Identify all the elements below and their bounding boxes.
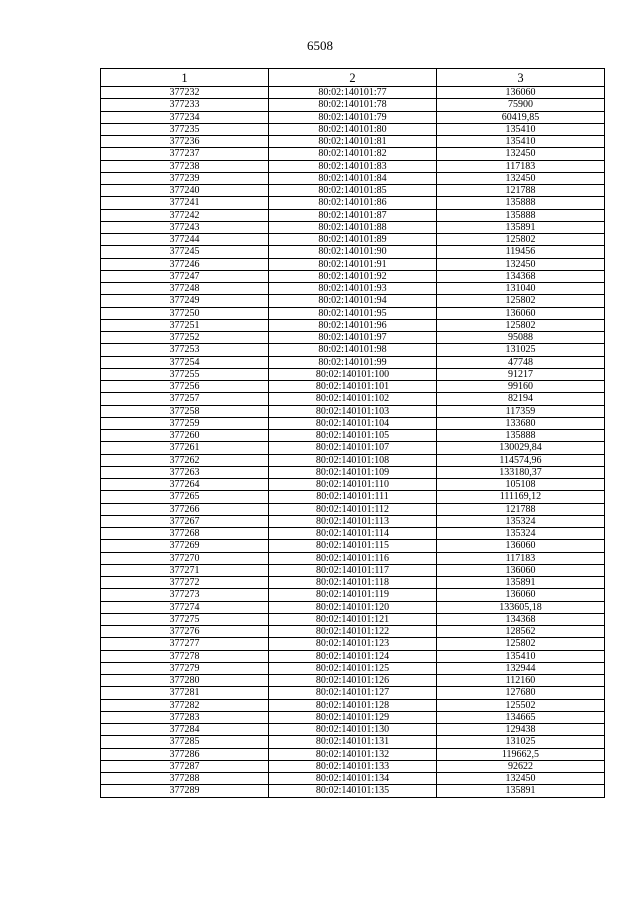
value-cell: 136060 <box>437 589 605 601</box>
table-row <box>101 650 605 662</box>
row-number-cell: 377267 <box>101 515 269 527</box>
value-cell: 121788 <box>437 503 605 515</box>
table-row <box>101 724 605 736</box>
value-cell: 75900 <box>437 99 605 111</box>
row-number-cell: 377264 <box>101 479 269 491</box>
table-row <box>101 270 605 282</box>
row-number-cell: 377262 <box>101 454 269 466</box>
value-cell: 133680 <box>437 417 605 429</box>
cadastral-number-cell: 80:02:140101:114 <box>269 528 437 540</box>
cadastral-number-cell: 80:02:140101:94 <box>269 295 437 307</box>
cadastral-number-cell: 80:02:140101:88 <box>269 221 437 233</box>
value-cell: 134368 <box>437 613 605 625</box>
value-cell: 136060 <box>437 307 605 319</box>
cadastral-number-cell: 80:02:140101:81 <box>269 136 437 148</box>
table-row <box>101 736 605 748</box>
value-cell: 114574,96 <box>437 454 605 466</box>
cadastral-number-cell: 80:02:140101:109 <box>269 466 437 478</box>
value-cell: 117183 <box>437 160 605 172</box>
row-number-cell: 377278 <box>101 650 269 662</box>
cadastral-number-cell: 80:02:140101:105 <box>269 430 437 442</box>
row-number-cell: 377261 <box>101 442 269 454</box>
cadastral-number-cell: 80:02:140101:101 <box>269 381 437 393</box>
value-cell: 119662,5 <box>437 748 605 760</box>
row-number-cell: 377245 <box>101 246 269 258</box>
value-cell: 129438 <box>437 724 605 736</box>
cadastral-number-cell: 80:02:140101:110 <box>269 479 437 491</box>
table-row <box>101 540 605 552</box>
value-cell: 132450 <box>437 172 605 184</box>
row-number-cell: 377240 <box>101 185 269 197</box>
row-number-cell: 377285 <box>101 736 269 748</box>
row-number-cell: 377273 <box>101 589 269 601</box>
row-number-cell: 377239 <box>101 172 269 184</box>
row-number-cell: 377289 <box>101 785 269 797</box>
table-row <box>101 221 605 233</box>
table-row <box>101 87 605 99</box>
row-number-cell: 377272 <box>101 577 269 589</box>
cadastral-number-cell: 80:02:140101:99 <box>269 356 437 368</box>
table-row <box>101 148 605 160</box>
value-cell: 95088 <box>437 332 605 344</box>
value-cell: 47748 <box>437 356 605 368</box>
table-row <box>101 332 605 344</box>
value-cell: 119456 <box>437 246 605 258</box>
row-number-cell: 377238 <box>101 160 269 172</box>
table-row <box>101 589 605 601</box>
table-row <box>101 246 605 258</box>
cadastral-number-cell: 80:02:140101:93 <box>269 283 437 295</box>
table-row <box>101 503 605 515</box>
row-number-cell: 377260 <box>101 430 269 442</box>
cadastral-number-cell: 80:02:140101:111 <box>269 491 437 503</box>
table-row <box>101 638 605 650</box>
value-cell: 92622 <box>437 760 605 772</box>
value-cell: 125502 <box>437 699 605 711</box>
table-row <box>101 466 605 478</box>
row-number-cell: 377237 <box>101 148 269 160</box>
table-row <box>101 662 605 674</box>
row-number-cell: 377256 <box>101 381 269 393</box>
table-row <box>101 356 605 368</box>
cadastral-number-cell: 80:02:140101:128 <box>269 699 437 711</box>
value-cell: 131040 <box>437 283 605 295</box>
value-cell: 135891 <box>437 221 605 233</box>
row-number-cell: 377232 <box>101 87 269 99</box>
table-row <box>101 319 605 331</box>
table-row <box>101 283 605 295</box>
value-cell: 134665 <box>437 711 605 723</box>
cadastral-number-cell: 80:02:140101:134 <box>269 773 437 785</box>
row-number-cell: 377248 <box>101 283 269 295</box>
row-number-cell: 377236 <box>101 136 269 148</box>
row-number-cell: 377244 <box>101 234 269 246</box>
row-number-cell: 377269 <box>101 540 269 552</box>
table-row <box>101 136 605 148</box>
value-cell: 136060 <box>437 564 605 576</box>
value-cell: 127680 <box>437 687 605 699</box>
cadastral-number-cell: 80:02:140101:86 <box>269 197 437 209</box>
table-row <box>101 430 605 442</box>
value-cell: 136060 <box>437 540 605 552</box>
cadastral-number-cell: 80:02:140101:90 <box>269 246 437 258</box>
row-number-cell: 377251 <box>101 319 269 331</box>
table-row <box>101 344 605 356</box>
row-number-cell: 377276 <box>101 626 269 638</box>
table-header <box>101 69 605 87</box>
cadastral-number-cell: 80:02:140101:80 <box>269 123 437 135</box>
header-row <box>101 69 605 87</box>
table-row <box>101 711 605 723</box>
value-cell: 135410 <box>437 650 605 662</box>
cadastral-number-cell: 80:02:140101:89 <box>269 234 437 246</box>
row-number-cell: 377270 <box>101 552 269 564</box>
row-number-cell: 377274 <box>101 601 269 613</box>
table-row <box>101 172 605 184</box>
cadastral-number-cell: 80:02:140101:79 <box>269 111 437 123</box>
cadastral-number-cell: 80:02:140101:83 <box>269 160 437 172</box>
row-number-cell: 377284 <box>101 724 269 736</box>
column-header-3: 3 <box>437 69 605 87</box>
table-row <box>101 307 605 319</box>
value-cell: 134368 <box>437 270 605 282</box>
row-number-cell: 377263 <box>101 466 269 478</box>
row-number-cell: 377279 <box>101 662 269 674</box>
cadastral-number-cell: 80:02:140101:117 <box>269 564 437 576</box>
value-cell: 135324 <box>437 528 605 540</box>
table-row <box>101 773 605 785</box>
value-cell: 82194 <box>437 393 605 405</box>
value-cell: 130029,84 <box>437 442 605 454</box>
table-row <box>101 515 605 527</box>
table-row <box>101 295 605 307</box>
cadastral-number-cell: 80:02:140101:118 <box>269 577 437 589</box>
value-cell: 132450 <box>437 258 605 270</box>
value-cell: 132944 <box>437 662 605 674</box>
cadastral-number-cell: 80:02:140101:122 <box>269 626 437 638</box>
table-body <box>101 87 605 798</box>
cadastral-number-cell: 80:02:140101:96 <box>269 319 437 331</box>
value-cell: 131025 <box>437 344 605 356</box>
row-number-cell: 377250 <box>101 307 269 319</box>
cadastral-number-cell: 80:02:140101:120 <box>269 601 437 613</box>
cadastral-number-cell: 80:02:140101:132 <box>269 748 437 760</box>
row-number-cell: 377242 <box>101 209 269 221</box>
row-number-cell: 377277 <box>101 638 269 650</box>
row-number-cell: 377259 <box>101 417 269 429</box>
cadastral-number-cell: 80:02:140101:103 <box>269 405 437 417</box>
column-header-1: 1 <box>101 69 269 87</box>
row-number-cell: 377287 <box>101 760 269 772</box>
cadastral-number-cell: 80:02:140101:85 <box>269 185 437 197</box>
cadastral-number-cell: 80:02:140101:98 <box>269 344 437 356</box>
cadastral-number-cell: 80:02:140101:123 <box>269 638 437 650</box>
value-cell: 135324 <box>437 515 605 527</box>
cadastral-number-cell: 80:02:140101:92 <box>269 270 437 282</box>
value-cell: 117183 <box>437 552 605 564</box>
table-row <box>101 197 605 209</box>
row-number-cell: 377234 <box>101 111 269 123</box>
row-number-cell: 377254 <box>101 356 269 368</box>
cadastral-number-cell: 80:02:140101:126 <box>269 675 437 687</box>
value-cell: 135891 <box>437 577 605 589</box>
row-number-cell: 377275 <box>101 613 269 625</box>
row-number-cell: 377252 <box>101 332 269 344</box>
value-cell: 125802 <box>437 319 605 331</box>
table-row <box>101 381 605 393</box>
value-cell: 133605,18 <box>437 601 605 613</box>
value-cell: 125802 <box>437 638 605 650</box>
cadastral-number-cell: 80:02:140101:119 <box>269 589 437 601</box>
cadastral-number-cell: 80:02:140101:133 <box>269 760 437 772</box>
table-row <box>101 209 605 221</box>
table-row <box>101 479 605 491</box>
value-cell: 135888 <box>437 197 605 209</box>
table-row <box>101 442 605 454</box>
value-cell: 133180,37 <box>437 466 605 478</box>
row-number-cell: 377253 <box>101 344 269 356</box>
cadastral-number-cell: 80:02:140101:125 <box>269 662 437 674</box>
table-row <box>101 185 605 197</box>
table-row <box>101 601 605 613</box>
value-cell: 117359 <box>437 405 605 417</box>
row-number-cell: 377283 <box>101 711 269 723</box>
value-cell: 128562 <box>437 626 605 638</box>
row-number-cell: 377288 <box>101 773 269 785</box>
table-row <box>101 626 605 638</box>
value-cell: 105108 <box>437 479 605 491</box>
value-cell: 135410 <box>437 123 605 135</box>
row-number-cell: 377247 <box>101 270 269 282</box>
cadastral-number-cell: 80:02:140101:116 <box>269 552 437 564</box>
cadastral-number-cell: 80:02:140101:131 <box>269 736 437 748</box>
value-cell: 135410 <box>437 136 605 148</box>
value-cell: 136060 <box>437 87 605 99</box>
value-cell: 131025 <box>437 736 605 748</box>
table-row <box>101 675 605 687</box>
cadastral-number-cell: 80:02:140101:135 <box>269 785 437 797</box>
table-row <box>101 528 605 540</box>
row-number-cell: 377257 <box>101 393 269 405</box>
cadastral-number-cell: 80:02:140101:97 <box>269 332 437 344</box>
table-row <box>101 577 605 589</box>
cadastral-number-cell: 80:02:140101:127 <box>269 687 437 699</box>
row-number-cell: 377233 <box>101 99 269 111</box>
row-number-cell: 377281 <box>101 687 269 699</box>
value-cell: 132450 <box>437 773 605 785</box>
value-cell: 135888 <box>437 209 605 221</box>
row-number-cell: 377282 <box>101 699 269 711</box>
value-cell: 111169,12 <box>437 491 605 503</box>
table-row <box>101 699 605 711</box>
cadastral-number-cell: 80:02:140101:102 <box>269 393 437 405</box>
table-row <box>101 748 605 760</box>
page-number: 6508 <box>307 38 333 53</box>
table-row <box>101 687 605 699</box>
table-row <box>101 111 605 123</box>
table-row <box>101 491 605 503</box>
column-header-2: 2 <box>269 69 437 87</box>
row-number-cell: 377265 <box>101 491 269 503</box>
row-number-cell: 377280 <box>101 675 269 687</box>
table-row <box>101 368 605 380</box>
table-row <box>101 564 605 576</box>
table-row <box>101 613 605 625</box>
value-cell: 99160 <box>437 381 605 393</box>
value-cell: 135888 <box>437 430 605 442</box>
cadastral-number-cell: 80:02:140101:115 <box>269 540 437 552</box>
row-number-cell: 377241 <box>101 197 269 209</box>
cadastral-number-cell: 80:02:140101:108 <box>269 454 437 466</box>
cadastral-number-cell: 80:02:140101:104 <box>269 417 437 429</box>
value-cell: 135891 <box>437 785 605 797</box>
cadastral-number-cell: 80:02:140101:129 <box>269 711 437 723</box>
value-cell: 60419,85 <box>437 111 605 123</box>
row-number-cell: 377255 <box>101 368 269 380</box>
row-number-cell: 377249 <box>101 295 269 307</box>
cadastral-number-cell: 80:02:140101:121 <box>269 613 437 625</box>
table-row <box>101 552 605 564</box>
table-row <box>101 405 605 417</box>
row-number-cell: 377286 <box>101 748 269 760</box>
table-row <box>101 454 605 466</box>
row-number-cell: 377266 <box>101 503 269 515</box>
value-cell: 91217 <box>437 368 605 380</box>
row-number-cell: 377271 <box>101 564 269 576</box>
row-number-cell: 377235 <box>101 123 269 135</box>
cadastral-number-cell: 80:02:140101:87 <box>269 209 437 221</box>
data-table <box>100 68 605 798</box>
table-row <box>101 785 605 797</box>
table-row <box>101 258 605 270</box>
cadastral-number-cell: 80:02:140101:113 <box>269 515 437 527</box>
cadastral-number-cell: 80:02:140101:84 <box>269 172 437 184</box>
cadastral-number-cell: 80:02:140101:91 <box>269 258 437 270</box>
value-cell: 121788 <box>437 185 605 197</box>
cadastral-number-cell: 80:02:140101:95 <box>269 307 437 319</box>
cadastral-number-cell: 80:02:140101:124 <box>269 650 437 662</box>
cadastral-number-cell: 80:02:140101:100 <box>269 368 437 380</box>
cadastral-number-cell: 80:02:140101:130 <box>269 724 437 736</box>
value-cell: 112160 <box>437 675 605 687</box>
value-cell: 125802 <box>437 234 605 246</box>
cadastral-number-cell: 80:02:140101:77 <box>269 87 437 99</box>
row-number-cell: 377258 <box>101 405 269 417</box>
cadastral-number-cell: 80:02:140101:78 <box>269 99 437 111</box>
table-row <box>101 99 605 111</box>
value-cell: 132450 <box>437 148 605 160</box>
row-number-cell: 377246 <box>101 258 269 270</box>
table-row <box>101 760 605 772</box>
table-row <box>101 393 605 405</box>
table-row <box>101 160 605 172</box>
cadastral-number-cell: 80:02:140101:112 <box>269 503 437 515</box>
table-row <box>101 417 605 429</box>
row-number-cell: 377243 <box>101 221 269 233</box>
table-row <box>101 234 605 246</box>
row-number-cell: 377268 <box>101 528 269 540</box>
table-row <box>101 123 605 135</box>
cadastral-number-cell: 80:02:140101:107 <box>269 442 437 454</box>
value-cell: 125802 <box>437 295 605 307</box>
cadastral-number-cell: 80:02:140101:82 <box>269 148 437 160</box>
